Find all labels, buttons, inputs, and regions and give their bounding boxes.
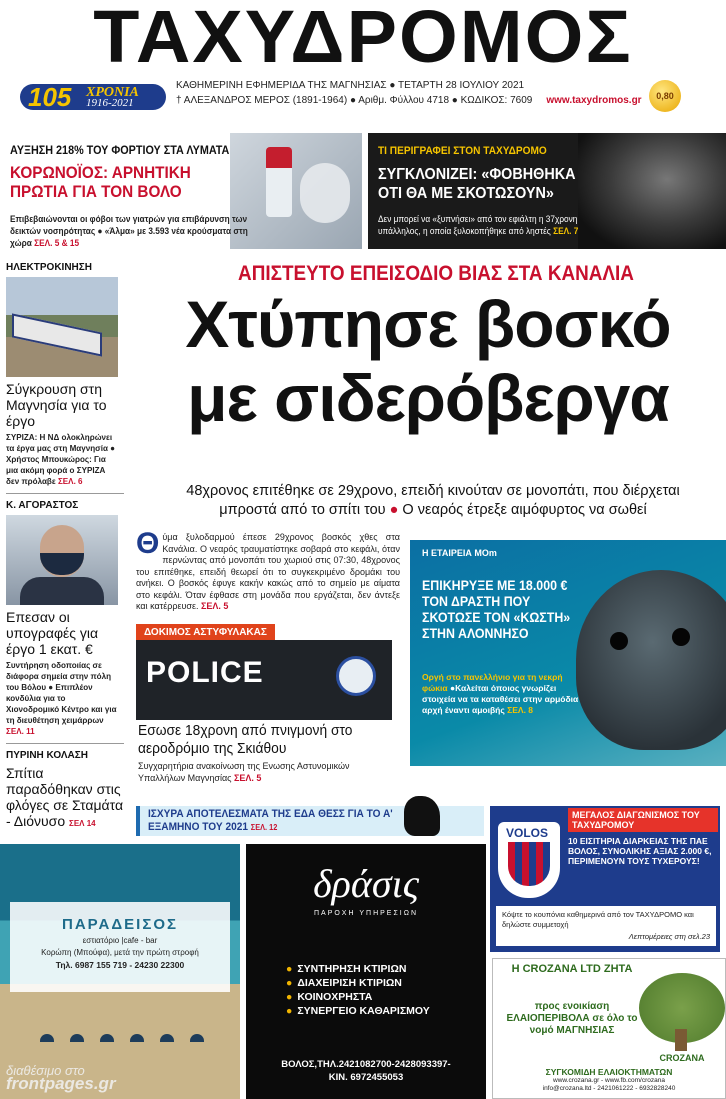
volos-shield-text: VOLOS (506, 826, 549, 840)
police-ref: ΣΕΛ. 5 (234, 773, 262, 783)
main-body (136, 527, 400, 613)
main-subhead-line2a: μπροστά από το σπίτι του (219, 502, 386, 518)
crozana-web: www.crozana.gr - www.fb.com/crozana (553, 1077, 665, 1084)
eda-text (148, 808, 396, 834)
mask-shape (40, 553, 84, 575)
drasis-ad[interactable] (246, 844, 486, 1099)
masthead-info-line1: ΚΑΘΗΜΕΡΙΝΗ ΕΦΗΜΕΡΙΔΑ ΤΗΣ ΜΑΓΝΗΣΙΑΣ ● ΤΕΤΑΡΤΗ 28 ΙΟΥΛΙΟΥ 2021 (176, 80, 525, 91)
distressed-woman-photo (578, 133, 726, 249)
banner-covid-body: Επιβεβαιώνονται οι φόβοι των γιατρών για επιβάρυνση των δεικτών νοσηρότητας ● «Άλμα» με 3.593 νέα κρούσματα στη χώρα (10, 214, 248, 248)
banner-covid-text (10, 213, 249, 249)
volos-foot-text: Κόψτε το κουπόνια καθημερινά από τον ΤΑΧΥΔΡΟΜΟ και δηλώστε συμμετοχή (502, 910, 694, 929)
seal-headline: ΕΠΙΚΗΡΥΞΕ ΜΕ 18.000 € ΤΟΝ ΔΡΑΣΤΗ ΠΟΥ ΣΚΟΤΩΣΕ ΤΟΝ «ΚΩΣΤΗ» ΣΤΗΝ ΑΛΟΝΝΗΣΟ (422, 578, 571, 641)
banner-assault-body: Δεν μπορεί να «ξυπνήσει» από τον εφιάλτη η 37χρονη υπάλληλος, η οποία ξυλοκοπήθηκε από ληστές (378, 214, 578, 236)
drasis-service: ● ΔΙΑΧΕΙΡΙΣΗ ΚΤΙΡΙΩΝ (286, 976, 430, 990)
main-subhead (140, 482, 726, 520)
train-shape (12, 313, 102, 356)
banner-assault-kicker: ΤΙ ΠΕΡΙΓΡΑΦΕΙ ΣΤΟΝ ΤΑΧΥΔΡΟΜΟ (378, 145, 547, 157)
left-headline-fire[interactable] (6, 765, 124, 832)
paradeisos-phone: Τηλ. 6987 155 719 - 24230 22300 (55, 960, 185, 970)
eda-text-body: ΙΣΧΥΡΑ ΑΠΟΤΕΛΕΣΜΑΤΑ ΤΗΣ ΕΔΑ ΘΕΣΣ ΓΙΑ ΤΟ Α' ΕΞΑΜΗΝΟ ΤΟΥ 2021 (148, 808, 393, 833)
police-patch-icon (336, 656, 376, 696)
main-body-text: ύμα ξυλοδαρμού έπεσε 29χρονος βοσκός χθες στα Κανάλια. Ο νεαρός τραυματίστηκε σοβαρά στο κεφάλι, όταν περνώντας από μονοπάτι του χωριού στις 07:30, 48χρονος του επιτέθηκε, επειδή θεωρεί ότι το συγκεκριμένο δρομάκι του ανήκει. Ο βοσκός έφυγε κακήν κακώς από το σημείο με αίματα στο κεφάλι. Όταν έφθασε στη μονάδα που εργάζεται, δεν άντεξε και κατέρρευσε. (136, 532, 400, 611)
drasis-contact (246, 1058, 486, 1084)
left-ref-collision: ΣΕΛ. 6 (57, 476, 83, 486)
main-subhead-line2b: Ο νεαρός έτρεξε αιμόφυρτος να σωθεί (402, 502, 647, 518)
glove-shape (300, 163, 350, 223)
eda-ref: ΣΕΛ. 12 (250, 823, 278, 832)
crozana-title: Η CROZANA LTD ΖΗΤΑ (511, 963, 633, 975)
left-kicker-agorastos: Κ. ΑΓΟΡΑΣΤΟΣ (6, 500, 79, 511)
paradeisos-ad[interactable] (0, 844, 240, 1099)
crozana-request: προς ενοικίαση ΕΛΑΙΟΠΕΡΙΒΟΛΑ σε όλο το νομό ΜΑΓΝΗΣΙΑΣ (506, 1001, 638, 1036)
police-photo (136, 640, 392, 720)
seal-kicker: Η ΕΤΑΙΡΕΙΑ ΜΟm (422, 548, 497, 558)
drasis-contact-line2: ΚΙΝ. 6972455053 (328, 1072, 404, 1083)
monk-seal-photo (576, 570, 726, 750)
drasis-logo-sub: ΠΑΡΟΧΗ ΥΠΗΡΕΣΙΩΝ (313, 910, 419, 917)
banner-covid-ref: ΣΕΛ. 5 & 15 (34, 238, 80, 248)
left-ref-fire: ΣΕΛ 14 (69, 819, 96, 828)
left-headline-fire-text: Σπίτια παραδόθηκαν στις φλόγες σε Σταμάτα - Διόνυσο (6, 765, 124, 829)
drasis-service: ● ΚΟΙΝΟΧΡΗΣΤΑ (286, 990, 430, 1004)
volos-body: 10 ΕΙΣΙΤΗΡΙΑ ΔΙΑΡΚΕΙΑΣ ΤΗΣ ΠΑΕ ΒΟΛΟΣ, ΣΥΝΟΛΙΚΗΣ ΑΞΙΑΣ 2.000 €, ΠΕΡΙΜΕΝΟΥΝ ΤΟΥΣ ΤΥΧΕΡΟΥΣ! (568, 836, 712, 866)
crozana-email-phone: info@crozana.ltd - 2421061222 - 6932828240 (542, 1085, 676, 1092)
masthead-title: ΤΑΧΥΔΡΟΜΟΣ (93, 0, 633, 78)
left-text-collision (6, 432, 118, 487)
banner-assault[interactable] (368, 133, 726, 249)
seal-text-a: Οργή στο πανελλήνιο για τη νεκρή φώκια (422, 672, 563, 693)
crozana-ad[interactable] (492, 958, 726, 1099)
price-coin: 0,80 (649, 80, 681, 112)
left-ref-signatures: ΣΕΛ. 11 (6, 726, 35, 736)
banner-covid-headline: ΚΟΡΩΝΟΪΟΣ: ΑΡΝΗΤΙΚΗ ΠΡΩΤΙΑ ΓΙΑ ΤΟΝ ΒΟΛΟ (10, 163, 191, 201)
watermark-big: frontpages.gr (6, 1074, 116, 1093)
drop-cap: Θ (136, 527, 160, 560)
seal-text-b: ●Καλείται όποιος γνωρίζει στοιχεία να τα καταθέσει στην αρμόδια αρχή έναντι αμοιβής (422, 683, 579, 715)
left-headline-signatures[interactable]: Επεσαν οι υπογραφές για έργο 1 εκατ. € (6, 609, 99, 657)
drasis-logo: δράσις (313, 861, 419, 906)
anniversary-badge (20, 84, 166, 110)
police-kicker: ΔΟΚΙΜΟΣ ΑΣΤΥΦΥΛΑΚΑΣ (136, 624, 275, 641)
masthead-info-line2 (176, 95, 642, 106)
paradeisos-name: ΠΑΡΑΔΕΙΣΟΣ (61, 916, 178, 933)
volos-contest-ad[interactable] (490, 806, 720, 952)
left-kicker-electrification: ΗΛΕΚΤΡΟΚΙΝΗΣΗ (6, 262, 93, 273)
drasis-service: ● ΣΥΝΕΡΓΕΙΟ ΚΑΘΑΡΙΣΜΟΥ (286, 1004, 430, 1018)
paradeisos-sub: εστιατόριο |cafe - bar (82, 936, 158, 945)
umbrella-icon (70, 1034, 84, 1042)
left-kicker-fire: ΠΥΡΙΝΗ ΚΟΛΑΣΗ (6, 750, 88, 761)
banner-assault-ref: ΣΕΛ. 7 (553, 226, 579, 236)
main-body-ref: ΣΕΛ. 5 (201, 601, 229, 611)
left-column (6, 262, 124, 832)
crozana-brand: CROZANA (659, 1053, 705, 1063)
main-headline-line1[interactable]: Χτύπησε βοσκό (185, 287, 671, 361)
banner-covid[interactable] (0, 133, 362, 249)
bullet-icon: ● (389, 502, 399, 518)
paradeisos-address: Κορώπη (Μπούφα), μετά την πρώτη στροφή (41, 948, 199, 957)
main-kicker: ΑΠΙΣΤΕΥΤΟ ΕΠΕΙΣΟΔΙΟ ΒΙΑΣ ΣΤΑ ΚΑΝΑΛΙΑ (238, 262, 634, 285)
volos-more: Λεπτομέρειες στη σελ.23 (628, 932, 710, 941)
drasis-services (286, 962, 430, 1018)
left-text-collision-body: ΣΥΡΙΖΑ: Η ΝΔ ολοκληρώνει τα έργα μας στη Μαγνησία ● Χρήστος Μπουκώρος: Για μια ακόμη φορά ο ΣΥΡΙΖΑ δεν πρόλαβε (6, 432, 116, 486)
volos-foot (496, 906, 716, 946)
volos-shield-icon (498, 822, 560, 898)
drasis-service: ● ΣΥΝΤΗΡΗΣΗ ΚΤΙΡΙΩΝ (286, 962, 430, 976)
seal-eye (672, 628, 690, 646)
watermark-small: διαθέσιμο στο (6, 1063, 85, 1078)
suit-shape (20, 577, 104, 605)
shield-stripes (508, 842, 550, 886)
seal-eye (610, 632, 628, 650)
left-headline-collision[interactable]: Σύγκρουση στη Μαγνησία για το έργο (6, 381, 107, 429)
volos-title: ΜΕΓΑΛΟΣ ΔΙΑΓΩΝΙΣΜΟΣ ΤΟΥ ΤΑΧΥΔΡΟΜΟΥ (568, 808, 718, 832)
banner-assault-text (378, 213, 590, 237)
police-text-body: Συγχαρητήρια ανακοίνωση της Ενωσης Αστυνομικών Υπαλλήλων Μαγνησίας (138, 761, 350, 783)
crozana-service: ΣΥΓΚΟΜΙΔΗ ΕΛΑΙΟΚΤΗΜΑΤΩΝ (545, 1067, 673, 1077)
divider (6, 743, 124, 744)
umbrella-icon (160, 1034, 174, 1042)
website-link[interactable]: www.taxydromos.gr (546, 95, 642, 106)
tree-trunk (675, 1029, 687, 1051)
banner-covid-kicker: ΑΥΞΗΣΗ 218% ΤΟΥ ΦΟΡΤΙΟΥ ΣΤΑ ΛΥΜΑΤΑ (10, 143, 230, 157)
left-text-signatures (6, 660, 118, 737)
umbrella-icon (190, 1034, 204, 1042)
masthead-founder: † ΑΛΕΞΑΝΔΡΟΣ ΜΕΡΟΣ (1891-1964) ● Αριθμ. Φύλλου 4718 ● ΚΩΔΙΚΟΣ: 7609 (176, 95, 533, 106)
anniversary-word: ΧΡΟΝΙΑ (86, 85, 139, 100)
main-headline-line2[interactable]: με σιδερόβεργα (187, 361, 669, 435)
anniversary-number: 105 (28, 84, 72, 110)
anniversary-years: 1916-2021 (86, 97, 134, 109)
police-vest-text: POLICE (146, 656, 264, 689)
umbrella-icon (130, 1034, 144, 1042)
banner-assault-headline: ΣΥΓΚΛΟΝΙΖΕΙ: «ΦΟΒΗΘΗΚΑ ΟΤΙ ΘΑ ΜΕ ΣΚΟΤΩΣΟΥΝ» (378, 166, 576, 202)
crozana-contact (493, 1077, 725, 1093)
drasis-contact-line1: ΒΟΛΟΣ,ΤΗΛ.2421082700-2428093397- (281, 1059, 451, 1070)
police-text (138, 760, 398, 784)
lion-logo-icon (404, 796, 440, 836)
frontpages-watermark (6, 1063, 116, 1093)
agorastos-photo (6, 515, 118, 605)
left-text-signatures-body: Συντήρηση οδοποιίας σε διάφορα σημεία στην πόλη του Βόλου ● Επιπλέον κονδύλια για το Χιονοδρομικό Κέντρο και για τη διευθέτηση χειμάρρων (6, 660, 117, 725)
umbrella-icon (100, 1034, 114, 1042)
seal-text (422, 672, 582, 716)
main-subhead-line2 (140, 501, 726, 520)
main-subhead-line1: 48χρονος επιτέθηκε σε 29χρονο, επειδή κινούταν σε μονοπάτι, που διέρχεται (186, 483, 680, 499)
seal-ref: ΣΕΛ. 8 (507, 705, 534, 715)
train-photo (6, 277, 118, 377)
umbrella-icon (40, 1034, 54, 1042)
police-headline[interactable]: Εσωσε 18χρονη από πνιγμονή στο αεροδρόμιο της Σκιάθου (138, 722, 353, 757)
divider (6, 493, 124, 494)
sample-vial-icon (266, 147, 292, 217)
seal-story[interactable] (410, 540, 726, 766)
